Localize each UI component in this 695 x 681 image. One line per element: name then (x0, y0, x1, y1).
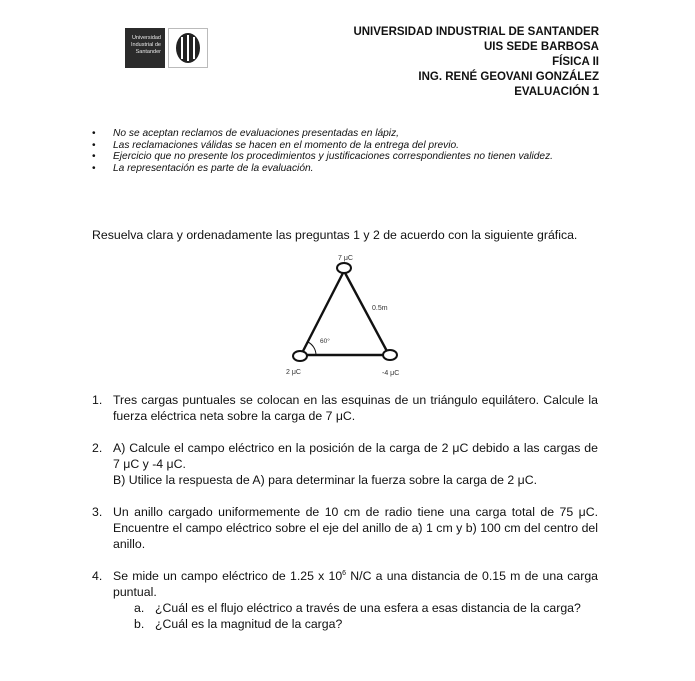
university-logo (125, 28, 213, 70)
rule-item: • No se aceptan reclamos de evaluaciones presentadas en lápiz, (92, 128, 598, 140)
header-university: UNIVERSIDAD INDUSTRIAL DE SANTANDER (353, 26, 599, 38)
question-number: 1. (92, 393, 103, 407)
sub-text: ¿Cuál es el flujo eléctrico a través de una esfera a esas distancia de la carga? (155, 601, 581, 615)
triangle-side-right (344, 271, 389, 355)
charge-triangle-figure (282, 250, 412, 380)
question-text: Tres cargas puntuales se colocan en las esquinas de un triángulo equilátero. Calcule la fuerza eléctrica neta sobre la carga de 7 μC. (113, 393, 598, 423)
sub-question-a (134, 600, 598, 616)
logo-text-line: Industrial de (131, 42, 161, 48)
sub-text: ¿Cuál es la magnitud de la carga? (155, 617, 343, 631)
sub-questions (113, 600, 598, 632)
rule-item: • Las reclamaciones válidas se hacen en el momento de la entrega del previo. (92, 140, 598, 152)
question-1 (92, 392, 598, 424)
sub-question-b (134, 616, 598, 632)
header-course: FÍSICA II (552, 56, 599, 68)
question-2 (92, 440, 598, 488)
label-right-charge: -4 μC (382, 370, 400, 377)
label-left-charge: 2 μC (286, 369, 301, 376)
question-text-end: N/C a una distancia de 0.15 m de una carga puntual. (113, 569, 598, 599)
questions-list (92, 392, 598, 648)
label-angle: 60° (320, 338, 330, 345)
question-part-a: A) Calcule el campo eléctrico en la posición de la carga de 2 μC debido a las cargas de 7 μC y -4 μC. (113, 441, 598, 471)
question-4 (92, 568, 598, 632)
rule-item: • Ejercicio que no presente los procedimientos y justificaciones correspondientes no tienen validez. (92, 151, 598, 163)
header-instructor: ING. RENÉ GEOVANI GONZÁLEZ (418, 71, 599, 83)
question-number: 2. (92, 441, 103, 455)
logo-text-line: Universidad (131, 35, 161, 41)
angle-arc (308, 342, 316, 355)
question-3 (92, 504, 598, 552)
question-number: 4. (92, 569, 103, 583)
sub-label: b. (134, 617, 145, 631)
exponent: 6 (342, 569, 347, 577)
logo-text-line: Santander (135, 49, 161, 55)
label-top-charge: 7 μC (338, 255, 353, 262)
instructions-text: Resuelva clara y ordenadamente las preguntas 1 y 2 de acuerdo con la siguiente gráfica. (92, 228, 578, 242)
header-campus: UIS SEDE BARBOSA (483, 41, 599, 53)
document-header (353, 25, 599, 100)
uis-emblem-icon (168, 28, 208, 68)
question-part-b: B) Utilice la respuesta de A) para determinar la fuerza sobre la carga de 2 μC. (113, 473, 538, 487)
rules-list (92, 128, 598, 174)
rule-item: • La representación es parte de la evaluación. (92, 163, 598, 175)
charge-top (337, 263, 351, 273)
label-side-length: 0.5m (372, 305, 388, 312)
question-text-start: Se mide un campo eléctrico de 1.25 x 10 (113, 569, 343, 583)
charge-right (383, 350, 397, 360)
logo-text-block (125, 28, 165, 68)
question-number: 3. (92, 505, 103, 519)
header-exam-title: EVALUACIÓN 1 (514, 86, 599, 98)
sub-label: a. (134, 601, 145, 615)
question-text: Un anillo cargado uniformemente de 10 cm de radio tiene una carga total de 75 μC. Encuentre el campo eléctrico sobre el eje del anillo de a) 1 cm y b) 100 cm del centro del anillo. (113, 505, 598, 551)
charge-left (293, 351, 307, 361)
